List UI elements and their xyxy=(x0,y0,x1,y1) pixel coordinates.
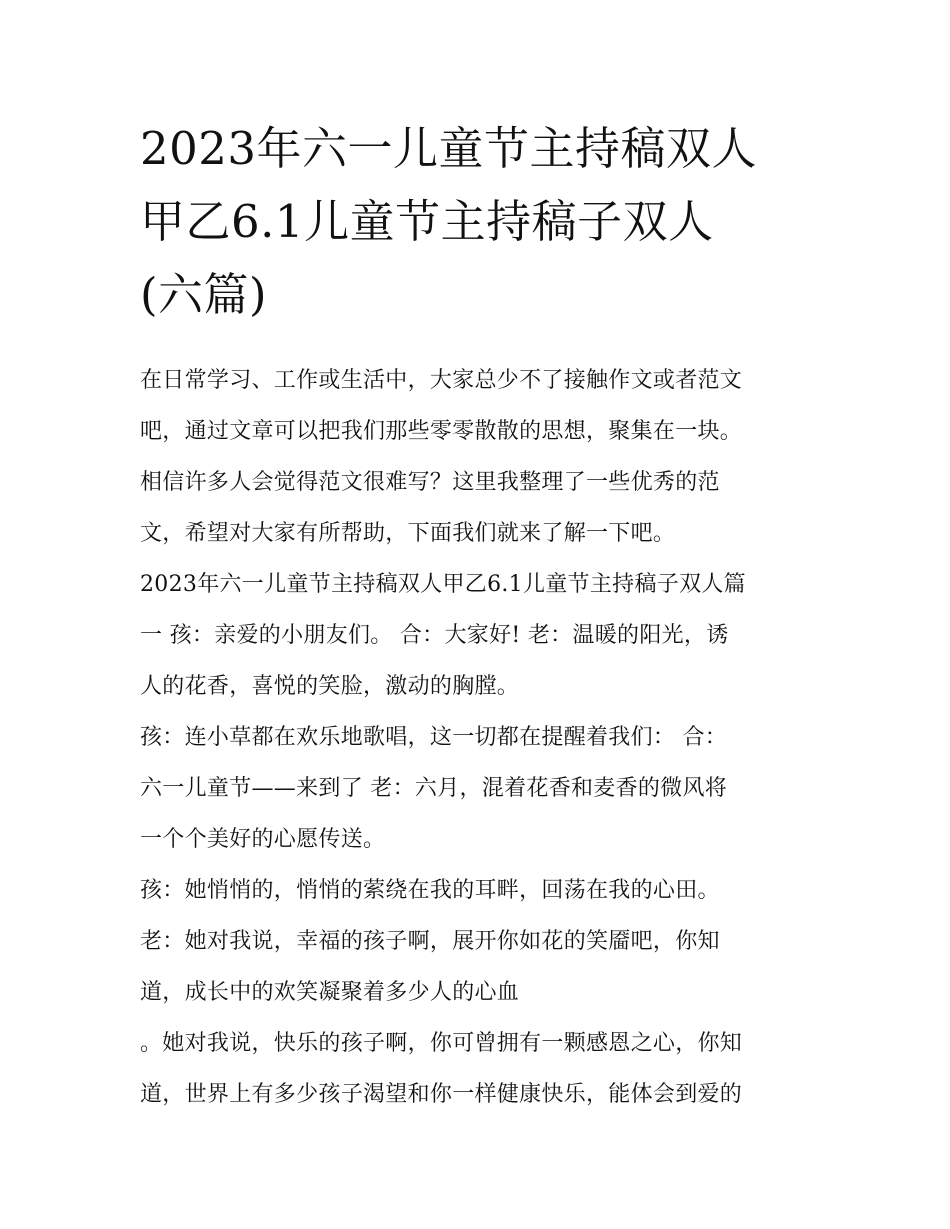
body-line: 六一儿童节——来到了 老：六月，混着花香和麦香的微风将 xyxy=(140,776,728,801)
document-title xyxy=(140,112,820,331)
title-line-1: 2023年六一儿童节主持稿双人 xyxy=(140,122,758,175)
body-line: 老：她对我说，幸福的孩子啊，展开你如花的笑靥吧，你知 xyxy=(140,929,720,954)
body-line: 一 孩：亲爱的小朋友们。 合：大家好! 老：温暖的阳光，诱 xyxy=(140,623,729,648)
title-line-2: 甲乙6.1儿童节主持稿子双人 xyxy=(140,195,714,248)
title-line-3: (六篇) xyxy=(140,268,268,321)
body-line: 吧，通过文章可以把我们那些零零散散的思想，聚集在一块。 xyxy=(140,419,743,444)
body-line: 道，世界上有多少孩子渴望和你一样健康快乐，能体会到爱的 xyxy=(140,1082,743,1107)
body-line: 一个个美好的心愿传送。 xyxy=(140,827,386,852)
body-line: 孩：她悄悄的，悄悄的萦绕在我的耳畔，回荡在我的心田。 xyxy=(140,878,720,903)
body-line: 人的花香，喜悦的笑脸，激动的胸膛。 xyxy=(140,674,520,699)
body-line: 在日常学习、工作或生活中，大家总少不了接触作文或者范文 xyxy=(140,368,743,393)
body-line: 道，成长中的欢笑凝聚着多少人的心血 xyxy=(140,980,520,1005)
body-line: 2023年六一儿童节主持稿双人甲乙6.1儿童节主持稿子双人篇 xyxy=(140,572,746,597)
body-line: 孩：连小草都在欢乐地歌唱，这一切都在提醒着我们： 合： xyxy=(140,725,728,750)
body-line: 文，希望对大家有所帮助，下面我们就来了解一下吧。 xyxy=(140,521,676,546)
body-line: 。她对我说，快乐的孩子啊，你可曾拥有一颗感恩之心，你知 xyxy=(140,1031,743,1056)
body-line: 相信许多人会觉得范文很难写？这里我整理了一些优秀的范 xyxy=(140,470,720,495)
document-body xyxy=(140,355,830,1120)
